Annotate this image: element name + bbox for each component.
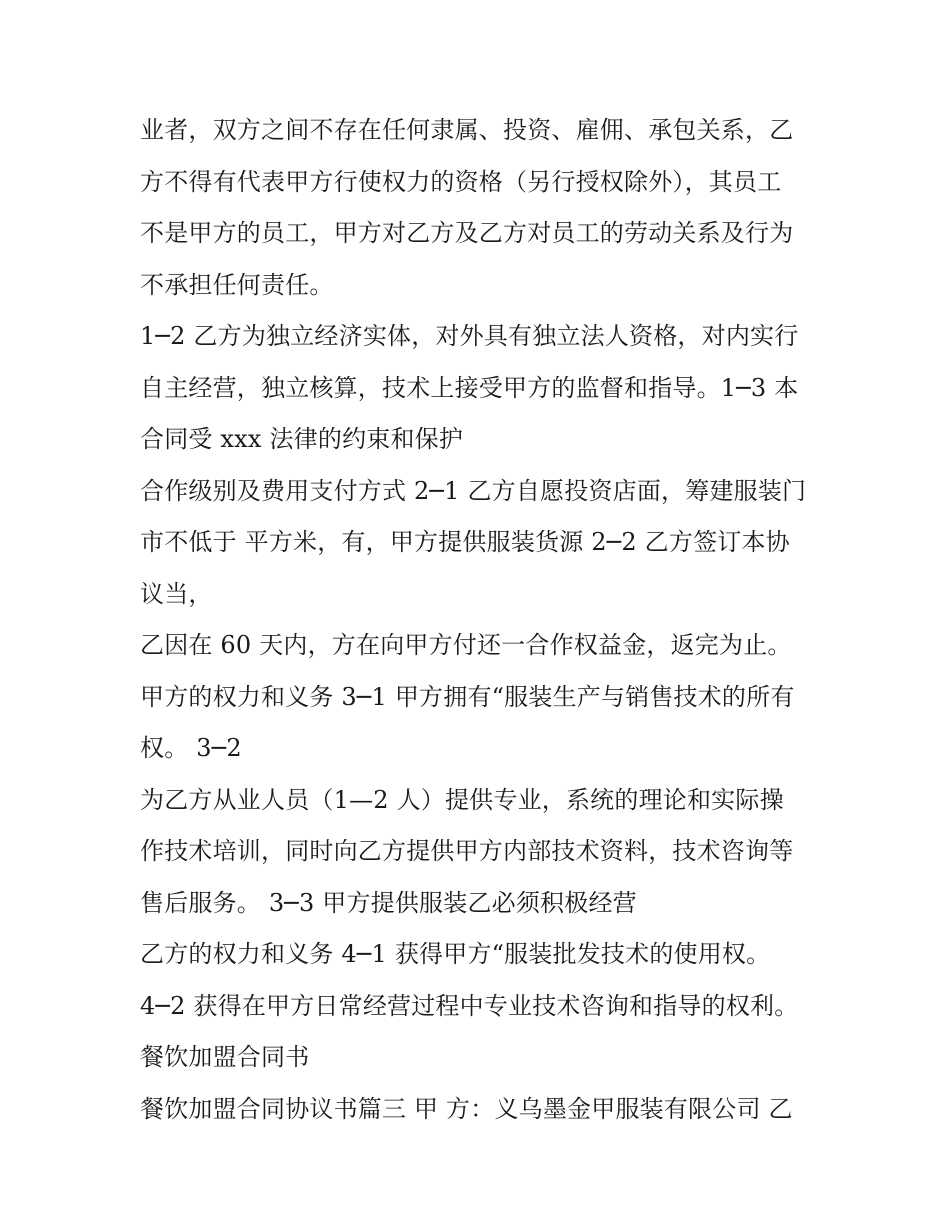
document-body [140,108,830,1138]
text-line: 不承担任何责任。 [140,270,334,299]
text-line: 为乙方从业人员（1—2 人）提供专业，系统的理论和实际操 [140,785,784,814]
text-line: 权。 3─2 [140,734,242,762]
text-line: 不是甲方的员工，甲方对乙方及乙方对员工的劳动关系及行为 [140,219,794,247]
text-line: 作技术培训，同时向乙方提供甲方内部技术资料，技术咨询等 [140,837,794,865]
text-line: 售后服务。 3─3 甲方提供服装乙必须积极经营 [140,888,637,917]
text-line: 餐饮加盟合同书 [140,1043,310,1071]
text-line: 方不得有代表甲方行使权力的资格（另行授权除外），其员工 [140,167,782,196]
text-line: 乙因在 60 天内，方在向甲方付还一合作权益金，返完为止。 [140,631,792,659]
text-line: 合同受 xxx 法律的约束和保护 [140,425,464,453]
text-line: 议当， [140,579,213,608]
text-line: 甲方的权力和义务 3─1 甲方拥有“服装生产与销售技术的所有 [140,682,795,711]
text-line: 4─2 获得在甲方日常经营过程中专业技术咨询和指导的权利。 [140,991,799,1020]
text-line: 合作级别及费用支付方式 2─1 乙方自愿投资店面，筹建服装门 [140,476,807,505]
text-line: 业者，双方之间不存在任何隶属、投资、雇佣、承包关系，乙 [140,116,794,144]
text-line: 乙方的权力和义务 4─1 获得甲方“服装批发技术的使用权。 [140,940,771,968]
text-line: 市不低于 平方米，有，甲方提供服装货源 2─2 乙方签订本协 [140,528,790,556]
text-line: 餐饮加盟合同协议书篇三 甲 方：义乌墨金甲服装有限公司 乙 [140,1094,793,1123]
text-line: 自主经营，独立核算，技术上接受甲方的监督和指导。1─3 本 [140,373,799,402]
text-line: 1─2 乙方为独立经济实体，对外具有独立法人资格，对内实行 [140,322,799,350]
